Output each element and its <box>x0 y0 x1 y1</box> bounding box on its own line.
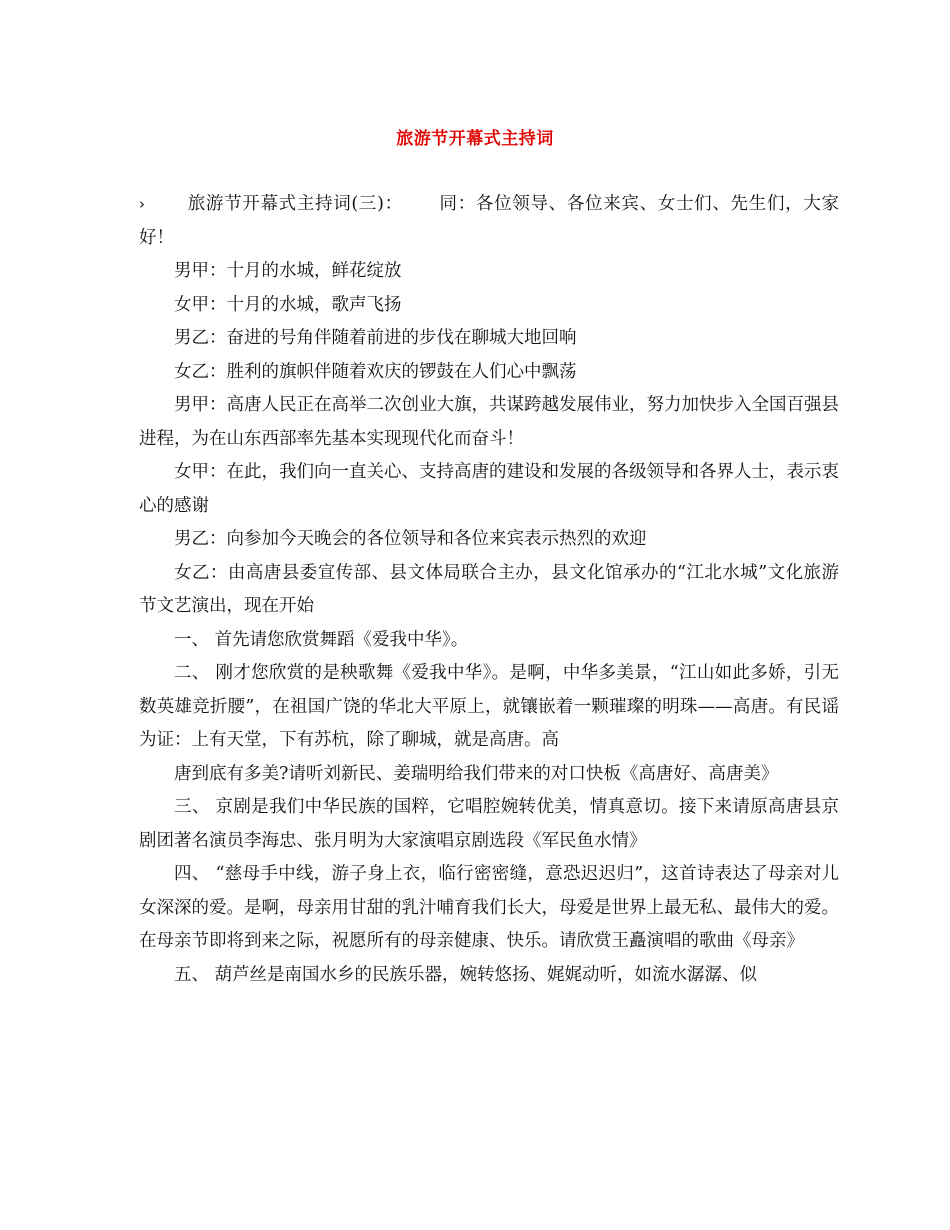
paragraph: 二、 刚才您欣赏的是秧歌舞《爱我中华》。是啊，中华多美景，“江山如此多娇，引无数英雄竞折腰”，在祖国广饶的华北大平原上，就镶嵌着一颗璀璨的明珠——高唐。有民谣为证：上有天堂，下有苏杭，除了聊城，就是高唐。高 <box>139 663 839 750</box>
paragraph: 女甲：十月的水城，歌声飞扬 <box>174 294 402 315</box>
paragraph: 男乙：向参加今天晚会的各位领导和各位来宾表示热烈的欢迎 <box>174 529 647 549</box>
paragraph: 一、 首先请您欣赏舞蹈《爱我中华》。 <box>174 629 469 650</box>
bullet-marker: › <box>139 195 145 213</box>
paragraph: 男甲：十月的水城，鲜花绽放 <box>174 261 402 281</box>
paragraph: 女乙：胜利的旗帜伴随着欢庆的锣鼓在人们心中飘荡 <box>174 361 577 382</box>
paragraph: 女乙：由高唐县委宣传部、县文体局联合主办，县文化馆承办的“江北水城”文化旅游节文艺演出，现在开始 <box>139 562 839 616</box>
paragraph: 唐到底有多美?请听刘新民、姜瑞明给我们带来的对口快板《高唐好、高唐美》 <box>174 763 779 784</box>
opening-text: 同：各位领导、各位来宾、女士们、先生们，大家好！ <box>139 194 840 248</box>
opening-paragraph <box>139 188 839 255</box>
document-body <box>139 188 839 992</box>
paragraph: 女甲：在此，我们向一直关心、支持高唐的建设和发展的各级领导和各界人士，表示衷心的感谢 <box>139 462 839 516</box>
paragraph: 男乙：奋进的号角伴随着前进的步伐在聊城大地回响 <box>174 328 577 348</box>
paragraph: 五、 葫芦丝是南国水乡的民族乐器，婉转悠扬、娓娓动听，如流水潺潺、似 <box>174 964 758 985</box>
section-heading: 旅游节开幕式主持词(三)： <box>187 194 403 214</box>
paragraph: 男甲：高唐人民正在高举二次创业大旗，共谋跨越发展伟业，努力加快步入全国百强县进程，为在山东西部率先基本实现现代化而奋斗！ <box>139 395 839 449</box>
paragraph: 四、 “慈母手中线，游子身上衣，临行密密缝，意恐迟迟归”，这首诗表达了母亲对儿女深深的爱。是啊，母亲用甘甜的乳汁哺育我们长大，母爱是世界上最无私、最伟大的爱。在母亲节即将到来之际，祝愿所有的母亲健康、快乐。请欣赏王矗演唱的歌曲《母亲》 <box>139 864 839 951</box>
document-title: 旅游节开幕式主持词 <box>396 129 554 149</box>
paragraph: 三、 京剧是我们中华民族的国粹，它唱腔婉转优美，情真意切。接下来请原高唐县京剧团著名演员李海忠、张月明为大家演唱京剧选段《军民鱼水情》 <box>139 797 839 851</box>
